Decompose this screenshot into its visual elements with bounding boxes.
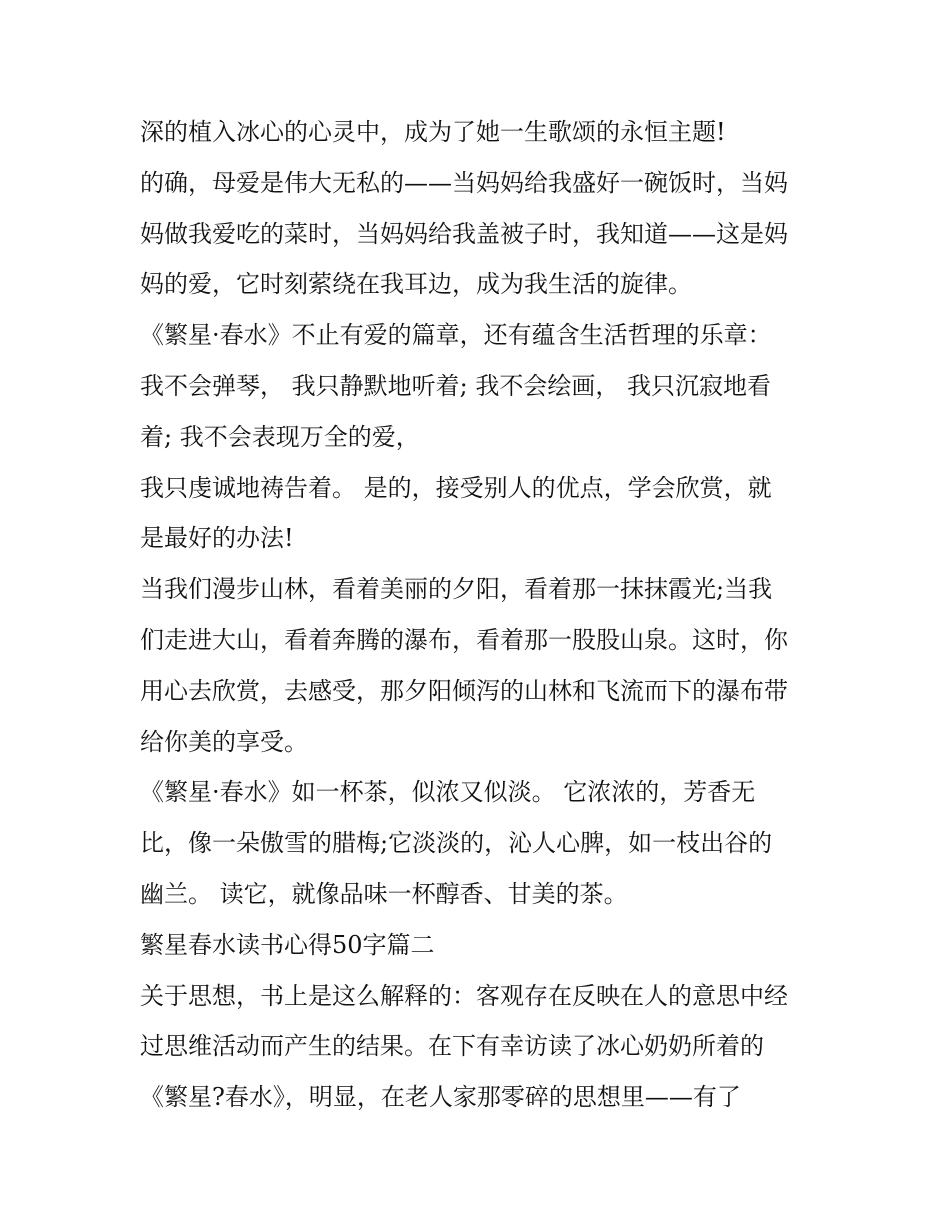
text-line: 幽兰。 读它，就像品味一杯醇香、甘美的茶。 bbox=[140, 879, 628, 908]
text-line: 我不会弹琴， 我只静默地听着; 我不会绘画， 我只沉寂地看 bbox=[140, 371, 771, 400]
text-line: 妈的爱，它时刻萦绕在我耳边，成为我生活的旋律。 bbox=[140, 270, 692, 299]
text-line: 的确，母爱是伟大无私的——当妈妈给我盛好一碗饭时，当妈 bbox=[140, 168, 788, 197]
text-line: 《繁星·春水》不止有爱的篇章，还有蕴含生活哲理的乐章： bbox=[140, 321, 772, 350]
text-line: 《繁星?春水》，明显，在老人家那零碎的思想里——有了 bbox=[140, 1083, 741, 1112]
document-text bbox=[140, 107, 830, 1123]
text-line: 当我们漫步山林，看着美丽的夕阳，看着那一抹抹霞光;当我 bbox=[140, 575, 773, 604]
text-line: 给你美的享受。 bbox=[140, 727, 308, 756]
text-line: 用心去欣赏，去感受，那夕阳倾泻的山林和飞流而下的瀑布带 bbox=[140, 676, 788, 705]
text-line: 过思维活动而产生的结果。在下有幸访读了冰心奶奶所着的 bbox=[140, 1032, 764, 1061]
text-line: 是最好的办法! bbox=[140, 524, 294, 553]
text-line: 深的植入冰心的心灵中，成为了她一生歌颂的永恒主题! bbox=[140, 118, 726, 146]
text-line: 们走进大山，看着奔腾的瀑布，看着那一股股山泉。这时，你 bbox=[140, 625, 788, 654]
text-line: 妈做我爱吃的菜时，当妈妈给我盖被子时，我知道——这是妈 bbox=[140, 219, 788, 248]
text-line: 《繁星·春水》如一杯茶，似浓又似淡。 它浓浓的，芳香无 bbox=[140, 778, 756, 807]
section-heading: 繁星春水读书心得50字篇二 bbox=[140, 930, 435, 959]
text-line: 关于思想，书上是这么解释的：客观存在反映在人的意思中经 bbox=[140, 981, 788, 1010]
text-line: 我只虔诚地祷告着。 是的，接受别人的优点，学会欣赏，就 bbox=[140, 473, 772, 502]
text-line: 着; 我不会表现万全的爱， bbox=[140, 422, 420, 451]
text-line: 比，像一朵傲雪的腊梅;它淡淡的，沁人心脾，如一枝出谷的 bbox=[140, 829, 773, 858]
